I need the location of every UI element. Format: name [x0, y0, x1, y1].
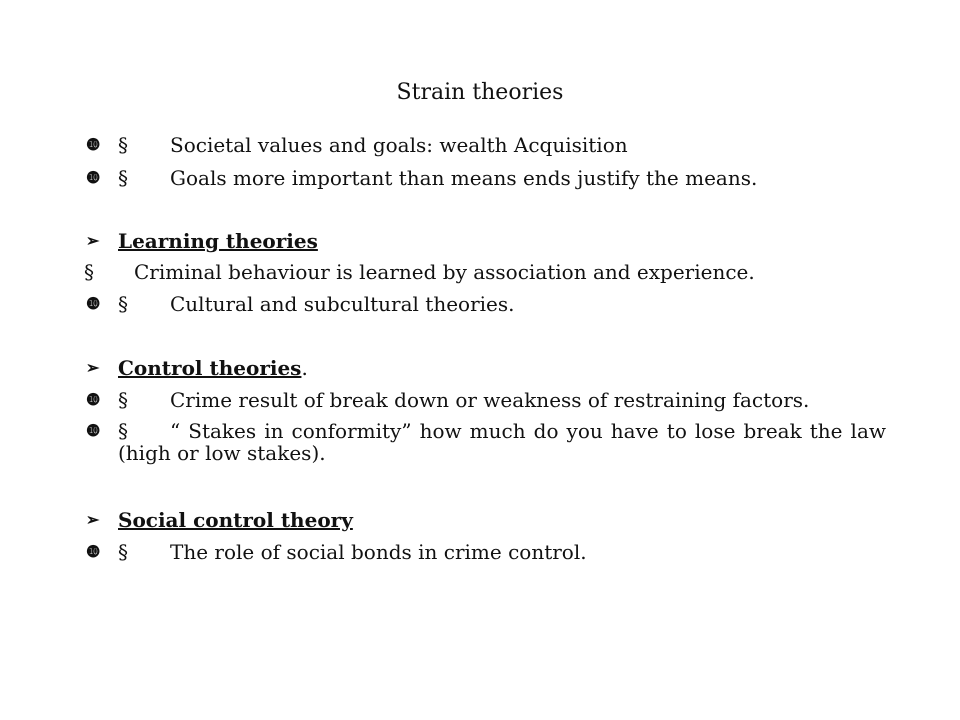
section-sign-icon: §	[84, 260, 94, 284]
arrow-bullet-icon: ➢	[86, 510, 100, 529]
arrow-bullet-icon: ➢	[86, 231, 100, 250]
section-sign-icon: §	[118, 388, 128, 412]
control-item-text: “ Stakes in conformity” how much do you have to lose break the law (high or low stakes).	[118, 419, 886, 465]
circled-ten-bullet-icon: ❿	[86, 294, 101, 313]
section-sign-icon: §	[118, 419, 128, 443]
section-sign-icon: §	[118, 540, 128, 564]
slide-title: Strain theories	[396, 80, 564, 105]
control-heading: Control theories	[118, 356, 302, 380]
learning-heading: Learning theories	[118, 229, 318, 253]
social-item-text: The role of social bonds in crime control.	[170, 540, 587, 564]
social-heading: Social control theory	[118, 508, 353, 532]
circled-ten-bullet-icon: ❿	[86, 390, 101, 409]
strain-item-text: Societal values and goals: wealth Acquisition	[170, 133, 628, 157]
arrow-bullet-icon: ➢	[86, 358, 100, 377]
circled-ten-bullet-icon: ❿	[86, 168, 101, 187]
control-item-text: Crime result of break down or weakness of restraining factors.	[170, 388, 810, 412]
section-sign-icon: §	[118, 292, 128, 316]
circled-ten-bullet-icon: ❿	[86, 135, 101, 154]
learning-item-text: Criminal behaviour is learned by association and experience.	[134, 260, 755, 284]
section-sign-icon: §	[118, 133, 128, 157]
strain-item-text: Goals more important than means ends justify the means.	[170, 166, 758, 190]
learning-item-text: Cultural and subcultural theories.	[170, 292, 515, 316]
circled-ten-bullet-icon: ❿	[86, 421, 101, 440]
circled-ten-bullet-icon: ❿	[86, 542, 101, 561]
section-sign-icon: §	[118, 166, 128, 190]
control-heading-suffix: .	[301, 356, 308, 380]
